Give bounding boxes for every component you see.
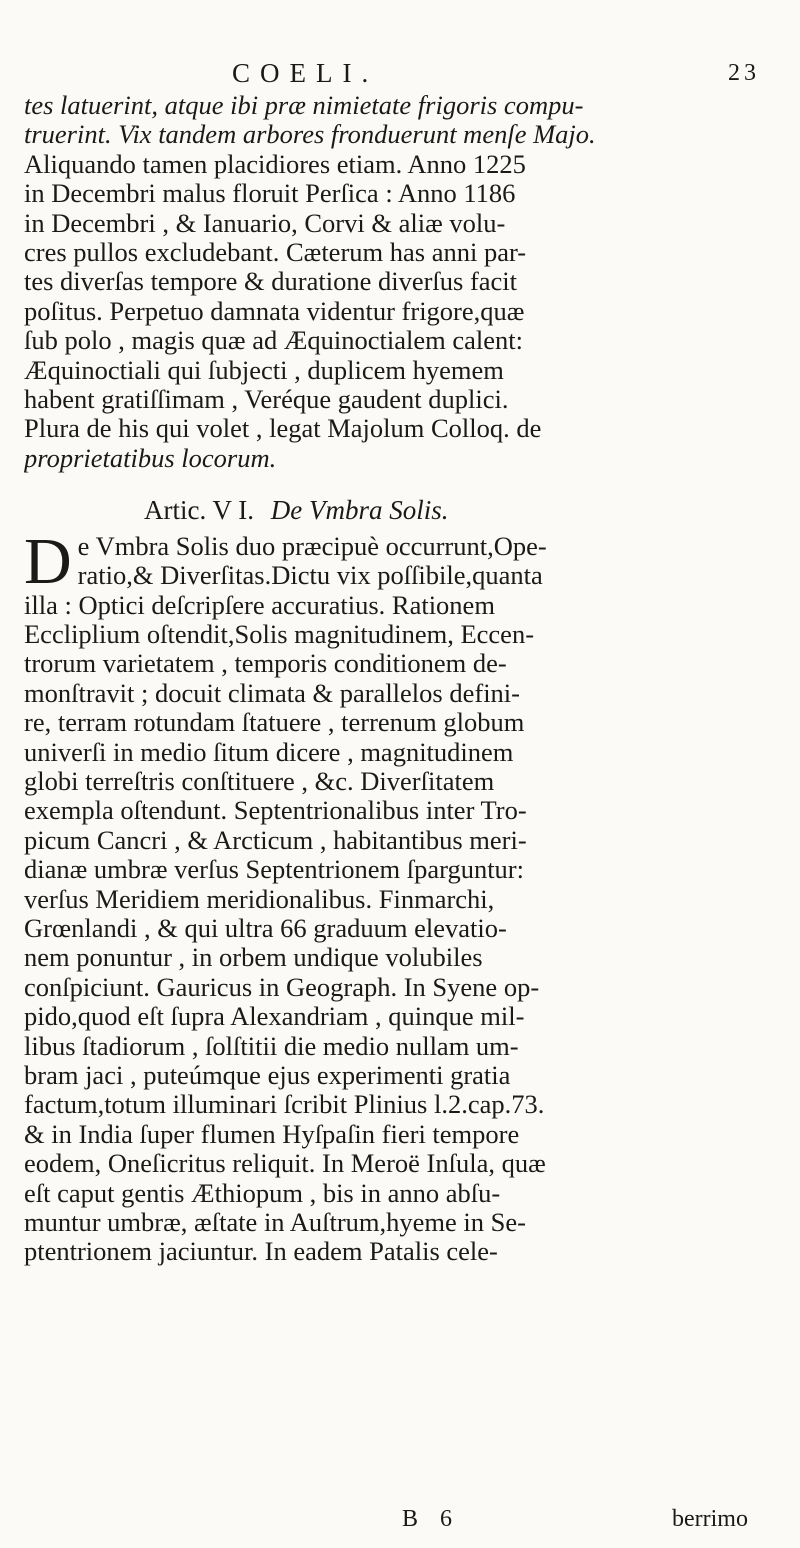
running-head: COELI. [232, 58, 379, 88]
text-line: globi terreſtris conſtituere , &c. Diverſitatem [24, 766, 495, 796]
text-line: habent gratiſſimam , Veréque gaudent duplici. [24, 385, 509, 415]
text-line: ſub polo , magis quæ ad Æquinoctialem calent: [24, 326, 523, 356]
text-line: nem ponuntur , in orbem undique volubiles [24, 943, 483, 973]
text-line: conſpiciunt. Gauricus in Geograph. In Syene op- [24, 972, 540, 1002]
text-line: libus ſtadiorum , ſolſtitii die medio nullam um- [24, 1031, 519, 1061]
text-line: factum,totum illuminari ſcribit Plinius l.2.cap.73. [24, 1090, 545, 1120]
text-line: tes latuerint, atque ibi præ nimietate frigoris compu- [24, 91, 584, 120]
text-line: ptentrionem jaciuntur. In eadem Patalis cele- [24, 1237, 498, 1267]
page-body [24, 91, 766, 1267]
article-label: Artic. V I. [144, 495, 254, 526]
text-line: in Decembri malus floruit Perſica : Anno 1186 [24, 179, 516, 209]
text-line: truerint. Vix tandem arbores fronduerunt menſe Majo. [24, 120, 596, 150]
page-footer [0, 1506, 800, 1536]
paragraph-1 [24, 91, 766, 473]
text-line: univerſi in medio ſitum dicere , magnitudinem [24, 737, 514, 767]
text-line: illa : Optici deſcripſere accuratius. Rationem [24, 590, 495, 620]
text-line: pido,quod eſt ſupra Alexandriam , quinque mil- [24, 1002, 525, 1032]
text-line: Grœnlandi , & qui ultra 66 graduum elevatio- [24, 913, 507, 943]
text-line: muntur umbræ, æſtate in Auſtrum,hyeme in Se- [24, 1208, 526, 1238]
text-line: Æquinoctiali qui ſubjecti , duplicem hyemem [24, 355, 504, 385]
paragraph-2 [24, 524, 766, 1267]
page-number: 23 [728, 60, 760, 86]
text-line: e Vmbra Solis duo præcipuè occurrunt,Ope- [77, 531, 547, 561]
signature-mark: B 6 [402, 1506, 461, 1532]
catchword: berrimo [672, 1506, 748, 1532]
text-line: poſitus. Perpetuo damnata videntur frigore,quæ [24, 296, 525, 326]
text-line: & in India ſuper flumen Hyſpaſin fieri tempore [24, 1119, 520, 1149]
text-line: verſus Meridiem meridionalibus. Finmarchi, [24, 884, 495, 914]
section-heading [144, 496, 766, 525]
text-line: exempla oſtendunt. Septentrionalibus inter Tro- [24, 796, 527, 826]
text-line: in Decembri , & Ianuario, Corvi & aliæ volu- [24, 208, 506, 238]
text-line: eodem, Oneſicritus reliquit. In Meroë Inſula, quæ [24, 1149, 546, 1179]
text-line: tes diverſas tempore & duratione diverſus facit [24, 267, 518, 297]
text-line: Aliquando tamen placidiores etiam. Anno 1225 [24, 149, 526, 179]
text-line: eſt caput gentis Æthiopum , bis in anno abſu- [24, 1178, 501, 1208]
text-line: cres pullos excludebant. Cæterum has anni par- [24, 238, 527, 268]
section-title: De Vmbra Solis. [270, 495, 449, 526]
text-line: proprietatibus locorum. [24, 443, 277, 473]
text-line: bram jaci , puteúmque ejus experimenti gratia [24, 1061, 511, 1090]
text-line: monſtravit ; docuit climata & parallelos defini- [24, 678, 520, 708]
text-line: Plura de his qui volet , legat Majolum Colloq. de [24, 414, 542, 444]
text-line: ratio,& Diverſitas.Dictu vix poſſibile,quanta [77, 561, 543, 591]
text-line: picum Cancri , & Arcticum , habitantibus meri- [24, 825, 527, 855]
text-line: trorum varietatem , temporis conditionem de- [24, 649, 507, 679]
page-header [0, 58, 800, 88]
text-line: dianæ umbræ verſus Septentrionem ſparguntur: [24, 855, 524, 885]
text-line: re, terram rotundam ſtatuere , terrenum globum [24, 708, 525, 738]
text-line: Eccliplium oſtendit,Solis magnitudinem, Eccen- [24, 619, 535, 649]
drop-cap: D [24, 524, 72, 598]
